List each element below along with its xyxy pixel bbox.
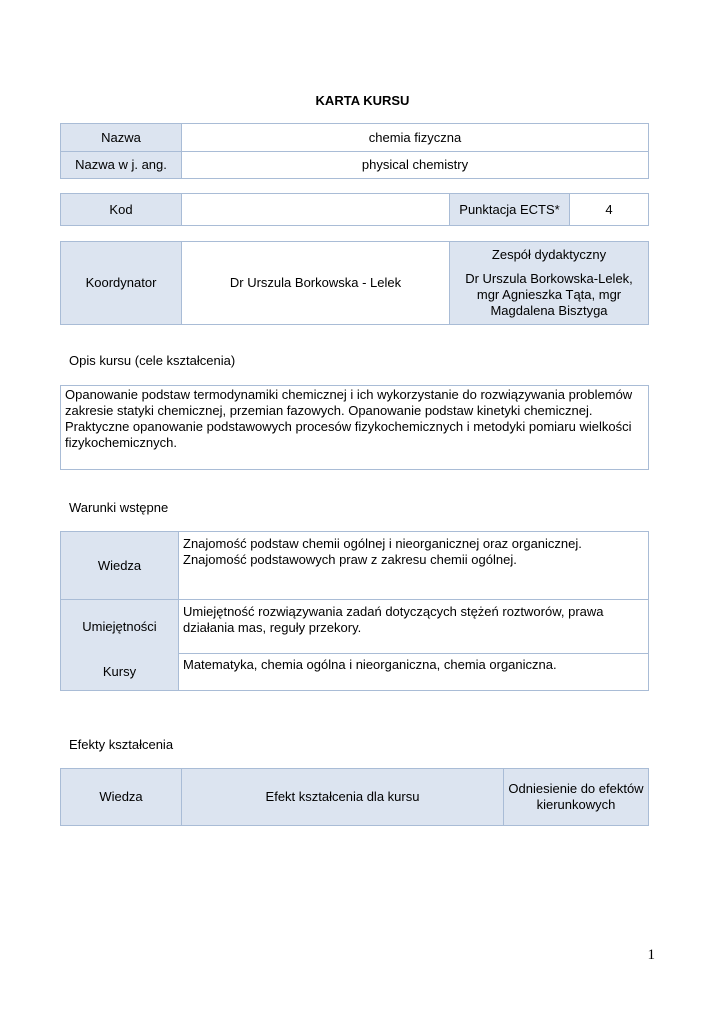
skills-label: Umiejętności xyxy=(61,600,179,654)
ects-label: Punktacja ECTS* xyxy=(450,194,570,226)
prerequisites-table xyxy=(60,531,649,691)
courses-value: Matematyka, chemia ogólna i nieorganiczna, chemia organiczna. xyxy=(179,654,649,691)
description-heading: Opis kursu (cele kształcenia) xyxy=(69,353,236,368)
courses-label: Kursy xyxy=(61,654,179,691)
outcomes-col-effect: Efekt kształcenia dla kursu xyxy=(182,769,504,826)
skills-value: Umiejętność rozwiązywania zadań dotyczących stężeń roztworów, prawa działania mas, reguły przekory. xyxy=(179,600,649,654)
outcomes-col-reference: Odniesienie do efektów kierunkowych xyxy=(504,769,649,826)
name-en-value: physical chemistry xyxy=(182,152,649,179)
name-label: Nazwa xyxy=(61,124,182,152)
outcomes-table xyxy=(60,768,649,826)
knowledge-value: Znajomość podstaw chemii ogólnej i nieorganicznej oraz organicznej. Znajomość podstawowych praw z zakresu chemii ogólnej. xyxy=(179,532,649,600)
coordinator-table xyxy=(60,241,649,325)
description-table xyxy=(60,385,649,470)
team-label: Zespół dydaktyczny xyxy=(491,247,607,262)
name-value: chemia fizyczna xyxy=(182,124,649,152)
page-number: 1 xyxy=(647,947,655,963)
course-name-table xyxy=(60,123,649,179)
outcomes-heading: Efekty kształcenia xyxy=(69,737,174,752)
team-value: Dr Urszula Borkowska-Lelek, mgr Agnieszka Tąta, mgr Magdalena Bisztyga xyxy=(465,271,633,318)
prerequisites-heading: Warunki wstępne xyxy=(69,500,169,515)
code-table xyxy=(60,193,649,226)
document-title: KARTA KURSU xyxy=(315,93,410,108)
code-label: Kod xyxy=(61,194,182,226)
outcomes-col-knowledge: Wiedza xyxy=(61,769,182,826)
code-value xyxy=(182,194,450,226)
ects-value: 4 xyxy=(570,194,649,226)
coordinator-value: Dr Urszula Borkowska - Lelek xyxy=(182,242,450,325)
team-cell xyxy=(450,242,649,325)
description-text: Opanowanie podstaw termodynamiki chemicznej i ich wykorzystanie do rozwiązywania problemów zakresie statyki chemicznej, przemian fazowych. Opanowanie podstaw kinetyki chemicznej. Praktyczne opanowanie podstawowych procesów fizykochemicznych i metodyki pomiaru wielkości fizykochemicznych. xyxy=(61,386,649,470)
name-en-label: Nazwa w j. ang. xyxy=(61,152,182,179)
knowledge-label: Wiedza xyxy=(61,532,179,600)
coordinator-label: Koordynator xyxy=(61,242,182,325)
